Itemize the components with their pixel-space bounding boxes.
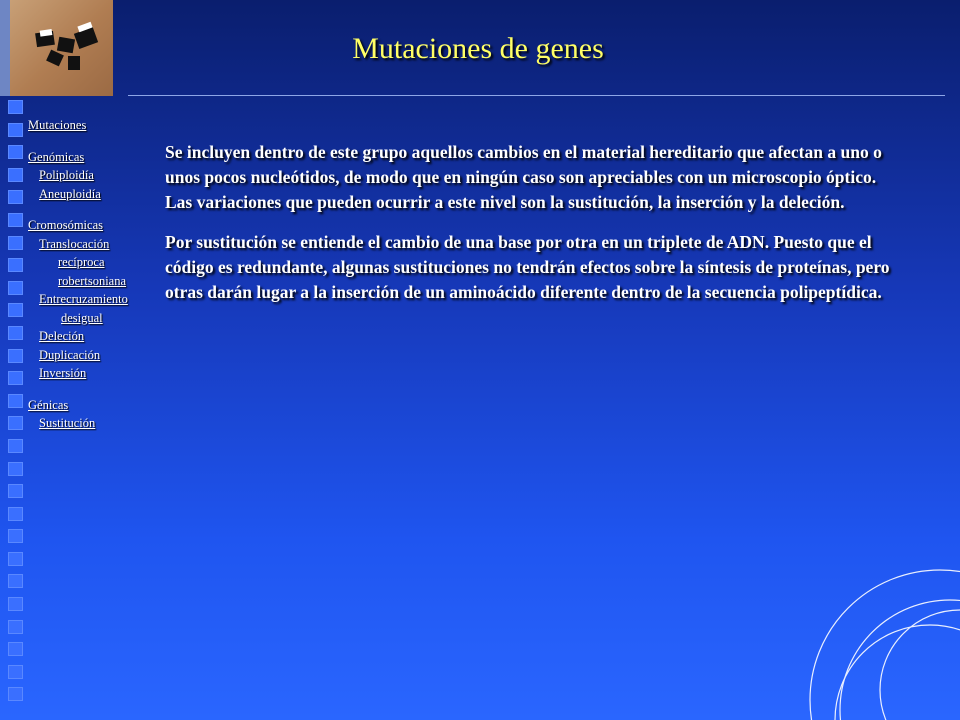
title-divider [128, 95, 945, 96]
nav-link-cromosomicas[interactable]: Cromosómicas [28, 218, 103, 232]
nav-link-genicas[interactable]: Génicas [28, 397, 69, 412]
main-content [165, 140, 905, 320]
logo-icon [0, 0, 113, 96]
nav-link-poliploidia[interactable]: Poliploidía [39, 168, 94, 182]
nav-link-translocacion[interactable]: Translocación [39, 236, 110, 251]
nav-link-entrecruzamiento[interactable]: Entrecruzamiento [39, 292, 128, 306]
nav-link-sustitucion[interactable]: Sustitución [39, 416, 96, 430]
paragraph-sustitucion: Por sustitución se entiende el cambio de una base por otra en un triplete de ADN. Puesto que el código es redundante, algunas sustituciones no tendrán efectos sobre la síntesis de proteínas, pero otras darán lugar a la inserción de un aminoácido diferente dentro de la secuencia polipeptídica. [165, 232, 890, 302]
sidebar-decoration [8, 100, 24, 710]
nav-link-inversion[interactable]: Inversión [39, 366, 87, 380]
nav-link-reciproca[interactable]: recíproca [58, 255, 105, 269]
circles-decoration [780, 560, 960, 720]
nav-link-duplicacion[interactable]: Duplicación [39, 347, 101, 362]
logo [0, 0, 113, 96]
nav-link-delecion[interactable]: Deleción [39, 329, 85, 343]
nav-link-genomicas[interactable]: Genómicas [28, 149, 85, 164]
nav-link-aneuploidia[interactable]: Aneuploidía [39, 186, 101, 201]
nav-link-mutaciones[interactable]: Mutaciones [28, 118, 87, 132]
nav-link-desigual[interactable]: desigual [61, 310, 103, 325]
paragraph-intro: Se incluyen dentro de este grupo aquellos cambios en el material hereditario que afectan a uno o unos pocos nucleótidos, de modo que en ningún caso son apreciables con un microscopio óptico. Las variaciones que pueden ocurrir a este nivel son la sustitución, la inserción y la deleción. [165, 142, 882, 212]
page-title: Mutaciones de genes [352, 32, 604, 65]
nav-link-robertsoniana[interactable]: robertsoniana [58, 273, 127, 288]
sidebar-nav [28, 116, 128, 433]
